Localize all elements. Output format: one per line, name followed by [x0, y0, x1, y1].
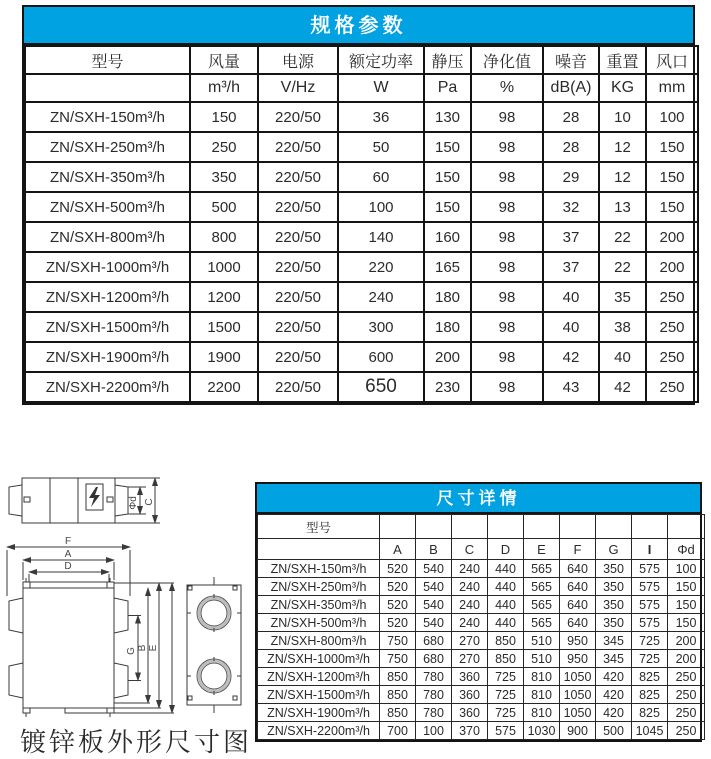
value-cell: 28 [543, 102, 599, 132]
specs-table-body [25, 102, 698, 402]
value-cell: 98 [471, 102, 543, 132]
value-cell: 1050 [560, 668, 596, 686]
value-cell: 950 [560, 632, 596, 650]
model-cell: ZN/SXH-1500m³/h [25, 312, 190, 342]
value-cell: 540 [416, 578, 452, 596]
value-cell: 825 [632, 686, 668, 704]
value-cell: 40 [543, 312, 599, 342]
value-cell: 98 [471, 132, 543, 162]
value-cell: 810 [524, 686, 560, 704]
value-cell: 1200 [190, 282, 258, 312]
value-cell: 565 [524, 596, 560, 614]
value-cell: 240 [452, 614, 488, 632]
value-cell: 500 [596, 722, 632, 740]
table-row [258, 614, 711, 632]
table-row [25, 342, 698, 372]
value-cell: 510 [524, 650, 560, 668]
header-cell [596, 515, 632, 539]
model-cell: ZN/SXH-800m³/h [258, 632, 380, 650]
value-cell: 250 [646, 312, 698, 342]
value-cell: 440 [488, 614, 524, 632]
unit-cell: V/Hz [258, 74, 338, 102]
value-cell: 13 [599, 192, 646, 222]
value-cell: 150 [668, 578, 705, 596]
value-cell: 680 [416, 650, 452, 668]
value-cell: 28 [543, 132, 599, 162]
unit-cell: KG [599, 74, 646, 102]
value-cell: 345 [596, 650, 632, 668]
end-view [187, 577, 241, 713]
table-row [25, 132, 698, 162]
unit-cell [25, 74, 190, 102]
value-cell: 725 [488, 668, 524, 686]
value-cell: 725 [632, 632, 668, 650]
dim-label-g: G [126, 647, 137, 655]
header-row [25, 46, 698, 74]
value-cell: 360 [452, 668, 488, 686]
value-cell: 540 [416, 560, 452, 578]
value-cell: 650 [338, 372, 424, 402]
dim-label-b: B [137, 644, 148, 652]
value-cell: 240 [338, 282, 424, 312]
value-cell: 250 [190, 132, 258, 162]
drawing-caption: 镀锌板外形尺寸图 [20, 727, 253, 757]
model-cell: ZN/SXH-250m³/h [258, 578, 380, 596]
value-cell: 600 [338, 342, 424, 372]
dims-table-head [258, 515, 711, 560]
value-cell: 640 [560, 578, 596, 596]
value-cell: 29 [543, 162, 599, 192]
value-cell: 130 [424, 102, 471, 132]
value-cell: 98 [471, 192, 543, 222]
model-cell: ZN/SXH-150m³/h [258, 560, 380, 578]
value-cell: 810 [524, 668, 560, 686]
value-cell: 350 [190, 162, 258, 192]
model-cell: ZN/SXH-250m³/h [25, 132, 190, 162]
value-cell: 220/50 [258, 132, 338, 162]
value-cell: 60 [338, 162, 424, 192]
value-cell: 150 [424, 132, 471, 162]
specs-table-section [22, 5, 695, 405]
value-cell: 165 [424, 252, 471, 282]
value-cell: 825 [632, 704, 668, 722]
table-row [258, 578, 711, 596]
header-row [258, 515, 711, 539]
value-cell: 270 [452, 650, 488, 668]
model-header-cell: 型号 [258, 515, 380, 539]
header-cell [452, 515, 488, 539]
value-cell: 200 [646, 252, 698, 282]
value-cell: 900 [560, 722, 596, 740]
value-cell: 440 [488, 596, 524, 614]
letter-cell: F [560, 539, 596, 560]
letter-cell: G [596, 539, 632, 560]
header-cell: 静压 [424, 46, 471, 74]
value-cell: 150 [668, 614, 705, 632]
model-cell: ZN/SXH-1000m³/h [25, 252, 190, 282]
dims-table-body [258, 560, 711, 740]
value-cell: 37 [543, 222, 599, 252]
model-cell: ZN/SXH-1900m³/h [258, 704, 380, 722]
specs-table-head [25, 46, 698, 102]
value-cell: 100 [668, 560, 705, 578]
model-cell: ZN/SXH-150m³/h [25, 102, 190, 132]
header-cell [560, 515, 596, 539]
value-cell: 825 [632, 668, 668, 686]
value-cell: 220/50 [258, 102, 338, 132]
value-cell: 780 [416, 668, 452, 686]
value-cell: 220/50 [258, 282, 338, 312]
value-cell: 40 [599, 342, 646, 372]
value-cell: 680 [416, 632, 452, 650]
value-cell: 200 [424, 342, 471, 372]
header-cell [488, 515, 524, 539]
dim-label-d: D [64, 561, 72, 572]
model-cell: ZN/SXH-1500m³/h [258, 686, 380, 704]
value-cell: 2200 [190, 372, 258, 402]
value-cell: 565 [524, 614, 560, 632]
table-row [25, 102, 698, 132]
letter-cell: E [524, 539, 560, 560]
unit-cell: W [338, 74, 424, 102]
value-cell: 42 [543, 342, 599, 372]
header-cell [380, 515, 416, 539]
value-cell: 250 [646, 372, 698, 402]
value-cell: 850 [488, 650, 524, 668]
value-cell: 575 [488, 722, 524, 740]
value-cell: 750 [380, 650, 416, 668]
table-row [258, 686, 711, 704]
model-cell: ZN/SXH-500m³/h [258, 614, 380, 632]
value-cell: 200 [668, 632, 705, 650]
value-cell: 12 [599, 162, 646, 192]
letter-cell: D [488, 539, 524, 560]
value-cell: 725 [488, 686, 524, 704]
value-cell: 150 [646, 192, 698, 222]
value-cell: 780 [416, 704, 452, 722]
value-cell: 780 [416, 686, 452, 704]
value-cell: 220/50 [258, 162, 338, 192]
value-cell: 98 [471, 312, 543, 342]
value-cell: 200 [646, 222, 698, 252]
value-cell: 40 [543, 282, 599, 312]
dim-label-c: C [144, 498, 155, 506]
table-row [258, 560, 711, 578]
value-cell: 98 [471, 162, 543, 192]
dim-label-f: F [64, 536, 72, 547]
value-cell: 150 [424, 162, 471, 192]
value-cell: 1050 [560, 704, 596, 722]
value-cell: 270 [452, 632, 488, 650]
value-cell: 35 [599, 282, 646, 312]
value-cell: 98 [471, 222, 543, 252]
value-cell: 1045 [632, 722, 668, 740]
value-cell: 850 [380, 668, 416, 686]
value-cell: 440 [488, 560, 524, 578]
model-cell: ZN/SXH-2200m³/h [25, 372, 190, 402]
header-cell [416, 515, 452, 539]
specs-table [24, 45, 699, 403]
table-row [25, 282, 698, 312]
value-cell: 540 [416, 596, 452, 614]
letter-cell: B [416, 539, 452, 560]
table-row [25, 222, 698, 252]
value-cell: 240 [452, 596, 488, 614]
model-cell: ZN/SXH-350m³/h [258, 596, 380, 614]
value-cell: 98 [471, 282, 543, 312]
value-cell: 240 [452, 578, 488, 596]
value-cell: 100 [646, 102, 698, 132]
model-cell: ZN/SXH-1900m³/h [25, 342, 190, 372]
dim-label-e: E [148, 644, 159, 652]
empty-cell [258, 539, 380, 560]
value-cell: 640 [560, 596, 596, 614]
header-cell [632, 515, 668, 539]
value-cell: 575 [632, 614, 668, 632]
value-cell: 230 [424, 372, 471, 402]
value-cell: 150 [190, 102, 258, 132]
value-cell: 150 [424, 192, 471, 222]
value-cell: 440 [488, 578, 524, 596]
value-cell: 370 [452, 722, 488, 740]
value-cell: 98 [471, 252, 543, 282]
table-row [25, 252, 698, 282]
table-row [25, 312, 698, 342]
value-cell: 520 [380, 560, 416, 578]
value-cell: 800 [190, 222, 258, 252]
header-cell: 风量 [190, 46, 258, 74]
header-cell: 噪音 [543, 46, 599, 74]
value-cell: 345 [596, 632, 632, 650]
value-cell: 1000 [190, 252, 258, 282]
value-cell: 160 [424, 222, 471, 252]
value-cell: 32 [543, 192, 599, 222]
value-cell: 150 [646, 162, 698, 192]
units-row [25, 74, 698, 102]
value-cell: 250 [646, 282, 698, 312]
value-cell: 250 [668, 722, 705, 740]
table-row [258, 650, 711, 668]
value-cell: 250 [668, 686, 705, 704]
value-cell: 220 [338, 252, 424, 282]
value-cell: 420 [596, 686, 632, 704]
header-cell: 重置 [599, 46, 646, 74]
table-row [25, 192, 698, 222]
value-cell: 350 [596, 614, 632, 632]
front-view [7, 547, 174, 717]
value-cell: 98 [471, 342, 543, 372]
value-cell: 1050 [560, 686, 596, 704]
table-row [25, 162, 698, 192]
value-cell: 220/50 [258, 372, 338, 402]
value-cell: 725 [488, 704, 524, 722]
unit-cell: mm [646, 74, 698, 102]
value-cell: 140 [338, 222, 424, 252]
model-cell: ZN/SXH-1200m³/h [25, 282, 190, 312]
header-cell [668, 515, 705, 539]
value-cell: 150 [646, 132, 698, 162]
value-cell: 810 [524, 704, 560, 722]
value-cell: 510 [524, 632, 560, 650]
table-row [258, 596, 711, 614]
value-cell: 250 [646, 342, 698, 372]
table-row [258, 668, 711, 686]
dim-label-phi-d: Φd [128, 496, 139, 510]
model-cell: ZN/SXH-1000m³/h [258, 650, 380, 668]
table-row [25, 372, 698, 402]
value-cell: 300 [338, 312, 424, 342]
value-cell: 500 [190, 192, 258, 222]
table-row [258, 722, 711, 740]
value-cell: 350 [596, 578, 632, 596]
value-cell: 180 [424, 312, 471, 342]
dims-table-section [255, 482, 702, 742]
unit-cell: % [471, 74, 543, 102]
specs-table-title: 规格参数 [24, 7, 693, 45]
letters-row [258, 539, 711, 560]
value-cell: 950 [560, 650, 596, 668]
value-cell: 750 [380, 632, 416, 650]
header-cell: 净化值 [471, 46, 543, 74]
value-cell: 1900 [190, 342, 258, 372]
value-cell: 36 [338, 102, 424, 132]
value-cell: 38 [599, 312, 646, 342]
value-cell: 725 [632, 650, 668, 668]
value-cell: 50 [338, 132, 424, 162]
value-cell: 520 [380, 614, 416, 632]
header-cell: 型号 [25, 46, 190, 74]
value-cell: 520 [380, 596, 416, 614]
value-cell: 575 [632, 578, 668, 596]
value-cell: 700 [380, 722, 416, 740]
table-row [258, 632, 711, 650]
value-cell: 540 [416, 614, 452, 632]
unit-cell: dB(A) [543, 74, 599, 102]
value-cell: 37 [543, 252, 599, 282]
value-cell: 98 [471, 372, 543, 402]
value-cell: 250 [668, 704, 705, 722]
table-row [258, 704, 711, 722]
letter-cell: A [380, 539, 416, 560]
value-cell: 350 [596, 596, 632, 614]
value-cell: 420 [596, 704, 632, 722]
value-cell: 150 [668, 596, 705, 614]
value-cell: 43 [543, 372, 599, 402]
header-cell [524, 515, 560, 539]
value-cell: 565 [524, 578, 560, 596]
header-cell: 额定功率 [338, 46, 424, 74]
value-cell: 640 [560, 560, 596, 578]
model-cell: ZN/SXH-2200m³/h [258, 722, 380, 740]
dims-table-title: 尺寸详情 [257, 484, 700, 514]
value-cell: 575 [632, 596, 668, 614]
value-cell: 100 [338, 192, 424, 222]
letter-cell: Φd [668, 539, 705, 560]
outline-drawing-svg [0, 470, 252, 722]
value-cell: 850 [380, 704, 416, 722]
value-cell: 520 [380, 578, 416, 596]
lightning-bolt-icon [89, 487, 100, 507]
value-cell: 640 [560, 614, 596, 632]
value-cell: 100 [416, 722, 452, 740]
value-cell: 220/50 [258, 342, 338, 372]
value-cell: 850 [380, 686, 416, 704]
outline-drawing [0, 470, 252, 722]
value-cell: 240 [452, 560, 488, 578]
value-cell: 220/50 [258, 312, 338, 342]
value-cell: 360 [452, 704, 488, 722]
header-cell: 风口 [646, 46, 698, 74]
value-cell: 850 [488, 632, 524, 650]
value-cell: 180 [424, 282, 471, 312]
value-cell: 1030 [524, 722, 560, 740]
header-cell: 电源 [258, 46, 338, 74]
value-cell: 42 [599, 372, 646, 402]
unit-cell: m³/h [190, 74, 258, 102]
model-cell: ZN/SXH-500m³/h [25, 192, 190, 222]
unit-cell: Pa [424, 74, 471, 102]
value-cell: 10 [599, 102, 646, 132]
value-cell: 220/50 [258, 252, 338, 282]
value-cell: 22 [599, 252, 646, 282]
value-cell: 200 [668, 650, 705, 668]
value-cell: 250 [668, 668, 705, 686]
dims-table [257, 514, 711, 740]
value-cell: 220/50 [258, 192, 338, 222]
value-cell: 1500 [190, 312, 258, 342]
model-cell: ZN/SXH-800m³/h [25, 222, 190, 252]
value-cell: 575 [632, 560, 668, 578]
model-cell: ZN/SXH-350m³/h [25, 162, 190, 192]
value-cell: 12 [599, 132, 646, 162]
value-cell: 22 [599, 222, 646, 252]
value-cell: 565 [524, 560, 560, 578]
value-cell: 220/50 [258, 222, 338, 252]
value-cell: 420 [596, 668, 632, 686]
letter-cell: I [632, 539, 668, 560]
model-cell: ZN/SXH-1200m³/h [258, 668, 380, 686]
value-cell: 360 [452, 686, 488, 704]
dim-label-a: A [64, 549, 72, 560]
value-cell: 350 [596, 560, 632, 578]
letter-cell: C [452, 539, 488, 560]
